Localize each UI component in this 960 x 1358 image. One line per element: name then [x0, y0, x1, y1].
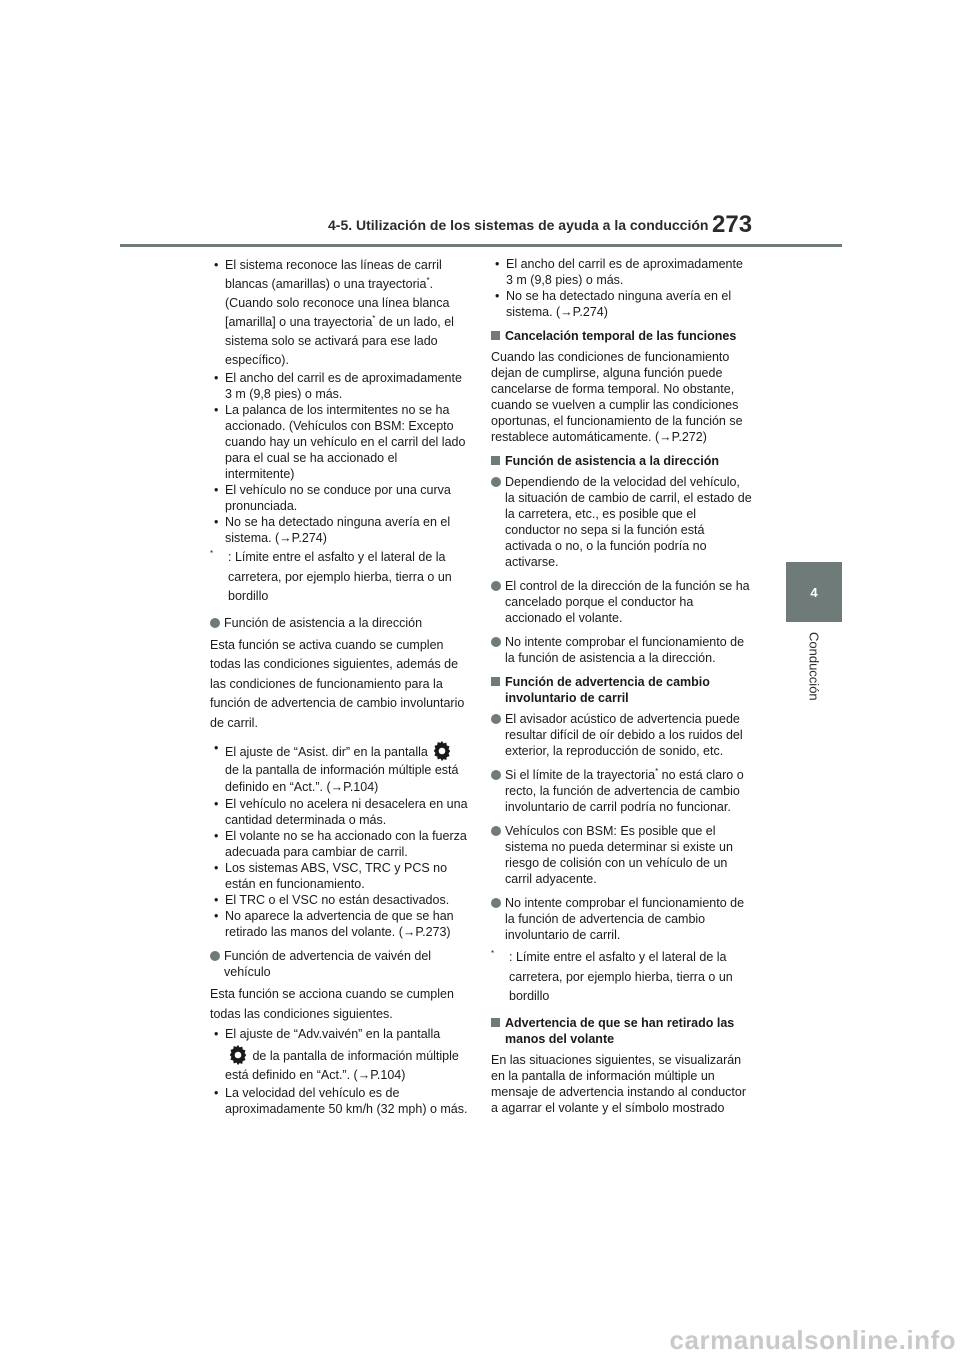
left-column: [210, 256, 470, 1117]
chapter-number: 4: [810, 584, 818, 600]
section-heading: [491, 674, 753, 706]
subheading-text: Función de asistencia a la dirección: [224, 615, 423, 630]
right-column: [491, 256, 753, 1119]
header-rule: [120, 244, 842, 247]
list-item-text: El ajuste de “Adv.vaivén” en la pantalla: [225, 1027, 441, 1041]
list-item-text: No se ha detectado ninguna avería en el sistema. (→P.274): [225, 515, 451, 545]
subheading: [210, 948, 470, 980]
list-item: [210, 482, 470, 514]
bullet: •: [214, 893, 219, 907]
note-item-text: Si el límite de la trayectoria: [505, 768, 656, 782]
list-item: [210, 1085, 470, 1117]
footnote: [491, 948, 753, 1007]
list-item-text: El ancho del carril es de aproximadamente 3 m (9,8 pies) o más.: [225, 371, 462, 401]
list-item-text: La velocidad del vehículo es de aproximadamente 50 km/h (32 mph) o más.: [225, 1086, 468, 1116]
square-bullet-icon: [491, 331, 500, 340]
note-item-text: no está claro o recto, la función de advertencia de cambio involuntario de carril podría no funcionar.: [505, 768, 744, 814]
circle-bullet-icon: [491, 581, 501, 591]
list-item: [210, 860, 470, 892]
paragraph: Esta función se activa cuando se cumplen todas las condiciones siguientes, además de las condiciones de funcionamiento para la función de advertencia de cambio involuntario de carril.: [210, 637, 465, 730]
bullet: •: [214, 861, 219, 875]
list-item: [491, 288, 753, 320]
circle-bullet-icon: [210, 951, 220, 961]
list-item: [210, 1025, 470, 1085]
gear-icon: [431, 740, 453, 762]
list-item-text: El ajuste de “Asist. dir” en la pantalla: [225, 745, 428, 759]
square-bullet-icon: [491, 1018, 500, 1027]
bullet: •: [214, 829, 219, 843]
square-bullet-icon: [491, 456, 500, 465]
note-item-text: Dependiendo de la velocidad del vehículo, la situación de cambio de carril, el estado de la carretera, etc., es posible que el conductor no sepa si la función está activada o no, o la función podría no activarse.: [505, 475, 752, 569]
list-item: [491, 256, 753, 288]
list-item-text: La palanca de los intermitentes no se ha accionado. (Vehículos con BSM: Excepto cuando hay un vehículo en el carril del lado para el cual se ha accionado el intermitente): [225, 403, 466, 481]
circle-bullet-icon: [210, 618, 220, 628]
circle-bullet-icon: [491, 477, 501, 487]
list-item-text: . (Cuando solo reconoce una línea blanca [amarilla] o una trayectoria: [225, 277, 450, 329]
bullet: •: [214, 741, 219, 755]
square-bullet-icon: [491, 677, 500, 686]
circle-bullet-icon: [491, 637, 501, 647]
bullet: •: [214, 1027, 219, 1041]
paragraph: Esta función se acciona cuando se cumplen todas las condiciones siguientes.: [210, 987, 454, 1021]
bullet: •: [214, 797, 219, 811]
section-heading: [491, 328, 753, 344]
list-item-text: de la pantalla de información múltiple está definido en “Act.”. (→P.104): [225, 1049, 459, 1082]
note-item: [491, 474, 753, 570]
note-item-text: Vehículos con BSM: Es posible que el sistema no pueda determinar si existe un riesgo de colisión con un vehículo de un carril adyacente.: [505, 824, 733, 886]
note-item-text: El avisador acústico de advertencia puede resultar difícil de oír debido a los ruidos del exterior, la reproducción de sonido, etc.: [505, 712, 743, 758]
section-heading-text: Función de asistencia a la dirección: [505, 454, 719, 468]
list-item: [210, 796, 470, 828]
list-item-text: El ancho del carril es de aproximadamente 3 m (9,8 pies) o más.: [506, 257, 743, 287]
asterisk: *: [210, 548, 214, 558]
asterisk: *: [426, 275, 430, 285]
page-number: 273: [712, 211, 753, 238]
list-item: [210, 370, 470, 402]
subheading: [210, 615, 470, 631]
list-item-text: El TRC o el VSC no están desactivados.: [225, 893, 450, 907]
footnote: [210, 548, 470, 607]
bullet: •: [495, 257, 500, 271]
footnote-text: : Límite entre el asfalto y el lateral de la carretera, por ejemplo hierba, tierra o un bordillo: [509, 950, 733, 1003]
list-item-text: No aparece la advertencia de que se han retirado las manos del volante. (→P.273): [225, 909, 454, 939]
circle-bullet-icon: [491, 826, 501, 836]
list-item-text: El volante no se ha accionado con la fuerza adecuada para cambiar de carril.: [225, 829, 467, 859]
list-item-text: El vehículo no acelera ni desacelera en una cantidad determinada o más.: [225, 797, 468, 827]
bullet: •: [214, 403, 219, 417]
section-heading: [491, 1015, 753, 1047]
circle-bullet-icon: [491, 770, 501, 780]
note-item: [491, 634, 753, 666]
footnote-text: : Límite entre el asfalto y el lateral de la carretera, por ejemplo hierba, tierra o un bordillo: [228, 550, 452, 603]
list-item-text: de un lado, el sistema solo se activará para ese lado específico).: [225, 315, 454, 367]
asterisk: *: [655, 766, 659, 776]
note-item: [491, 767, 753, 815]
section-heading-text: Función de advertencia de cambio involuntario de carril: [505, 675, 710, 705]
bullet: •: [214, 515, 219, 529]
note-item: [491, 711, 753, 759]
note-item-text: El control de la dirección de la función se ha cancelado porque el conductor ha accionado el volante.: [505, 579, 750, 625]
asterisk: *: [491, 948, 495, 958]
list-item-text: El vehículo no se conduce por una curva pronunciada.: [225, 483, 451, 513]
paragraph: En las situaciones siguientes, se visualizarán en la pantalla de información múltiple un mensaje de advertencia instando al conductor a agarrar el volante y el símbolo mostrado: [491, 1052, 747, 1115]
note-item: [491, 895, 753, 943]
list-item: [210, 892, 470, 908]
list-item: [210, 402, 470, 482]
list-item: [210, 828, 470, 860]
bullet: •: [214, 371, 219, 385]
bullet: •: [214, 909, 219, 923]
bullet: •: [214, 258, 219, 272]
watermark: carmanualsonline.info: [669, 1325, 956, 1355]
section-heading-text: Advertencia de que se han retirado las manos del volante: [505, 1015, 735, 1046]
chapter-label: [800, 632, 828, 722]
note-item: [491, 578, 753, 626]
asterisk: *: [372, 313, 376, 323]
list-item: [210, 740, 470, 796]
list-item: [210, 908, 470, 940]
section-title: 4-5. Utilización de los sistemas de ayuda a la conducción: [328, 217, 709, 233]
chapter-tab: [786, 562, 842, 622]
bullet: •: [495, 289, 500, 303]
note-item-text: No intente comprobar el funcionamiento de la función de advertencia de cambio involuntario de carril.: [505, 896, 745, 942]
paragraph: Cuando las condiciones de funcionamiento dejan de cumplirse, alguna función puede cancelarse de forma temporal. No obstante, cuando se vuelven a cumplir las condiciones oportunas, el funcionamiento de la función se restablece automáticamente. (→P.272): [491, 350, 743, 444]
circle-bullet-icon: [491, 898, 501, 908]
note-item: [491, 823, 753, 887]
circle-bullet-icon: [491, 714, 501, 724]
section-heading: [491, 453, 753, 469]
gear-icon: [227, 1044, 249, 1066]
section-heading-text: Cancelación temporal de las funciones: [505, 329, 737, 343]
list-item: [210, 514, 470, 546]
list-item-text: El sistema reconoce las líneas de carril blancas (amarillas) o una trayectoria: [225, 258, 442, 291]
list-item-text: Los sistemas ABS, VSC, TRC y PCS no están en funcionamiento.: [225, 861, 448, 891]
bullet: •: [214, 1086, 219, 1100]
list-item-text: de la pantalla de información múltiple está definido en “Act.”. (→P.104): [225, 763, 459, 794]
chapter-label-text: Conducción: [806, 632, 822, 701]
bullet: •: [214, 483, 219, 497]
note-item-text: No intente comprobar el funcionamiento de la función de asistencia a la dirección.: [505, 635, 745, 665]
list-item-text: No se ha detectado ninguna avería en el sistema. (→P.274): [506, 289, 732, 319]
list-item: [210, 256, 470, 370]
subheading-text: Función de advertencia de vaivén del vehículo: [224, 949, 432, 979]
